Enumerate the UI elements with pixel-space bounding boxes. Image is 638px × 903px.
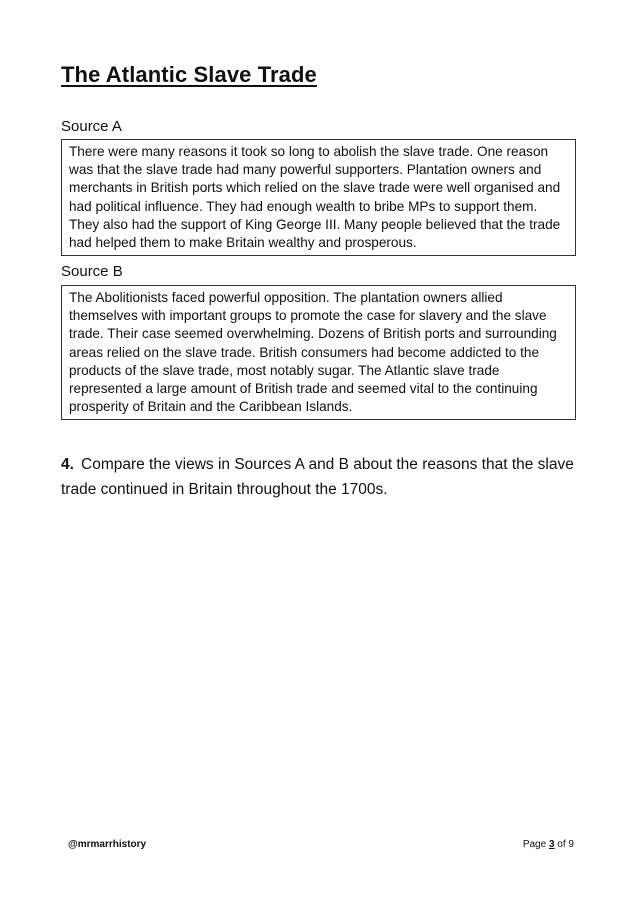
page-prefix: Page — [522, 839, 549, 850]
page-title: The Atlantic Slave Trade — [61, 62, 317, 87]
question-4 — [61, 452, 576, 502]
source-b-label: Source B — [61, 263, 123, 280]
source-a-box — [61, 139, 576, 256]
page-current: 3 — [548, 839, 555, 850]
footer-handle: @mrmarrhistory — [68, 839, 147, 850]
source-b-box — [61, 285, 576, 420]
source-b-text: The Abolitionists faced powerful opposition. The plantation owners allied themselves with important groups to promote the case for slavery and the slave trade. Their case seemed overwhelming. Dozens of British ports and surrounding areas relied on the slave trade. British consumers had become addicted to the products of the slave trade, most notably sugar. The Atlantic slave trade represented a large amount of British trade and seemed vital to the continuing prosperity of Britain and the Caribbean Islands. — [69, 290, 557, 415]
page-suffix: of 9 — [554, 839, 574, 850]
footer-page-number — [523, 839, 574, 850]
source-a-label: Source A — [61, 118, 122, 135]
question-text: Compare the views in Sources A and B about the reasons that the slave trade continued in Britain throughout the 1700s. — [61, 456, 574, 498]
question-number: 4. — [61, 456, 74, 473]
source-a-text: There were many reasons it took so long to abolish the slave trade. One reason was that the slave trade had many powerful supporters. Plantation owners and merchants in British ports which relied on the slave trade were well organised and had political influence. They had enough wealth to bribe MPs to support them. They also had the support of King George III. Many people believed that the trade had helped them to make Britain wealthy and prosperous. — [69, 144, 561, 251]
